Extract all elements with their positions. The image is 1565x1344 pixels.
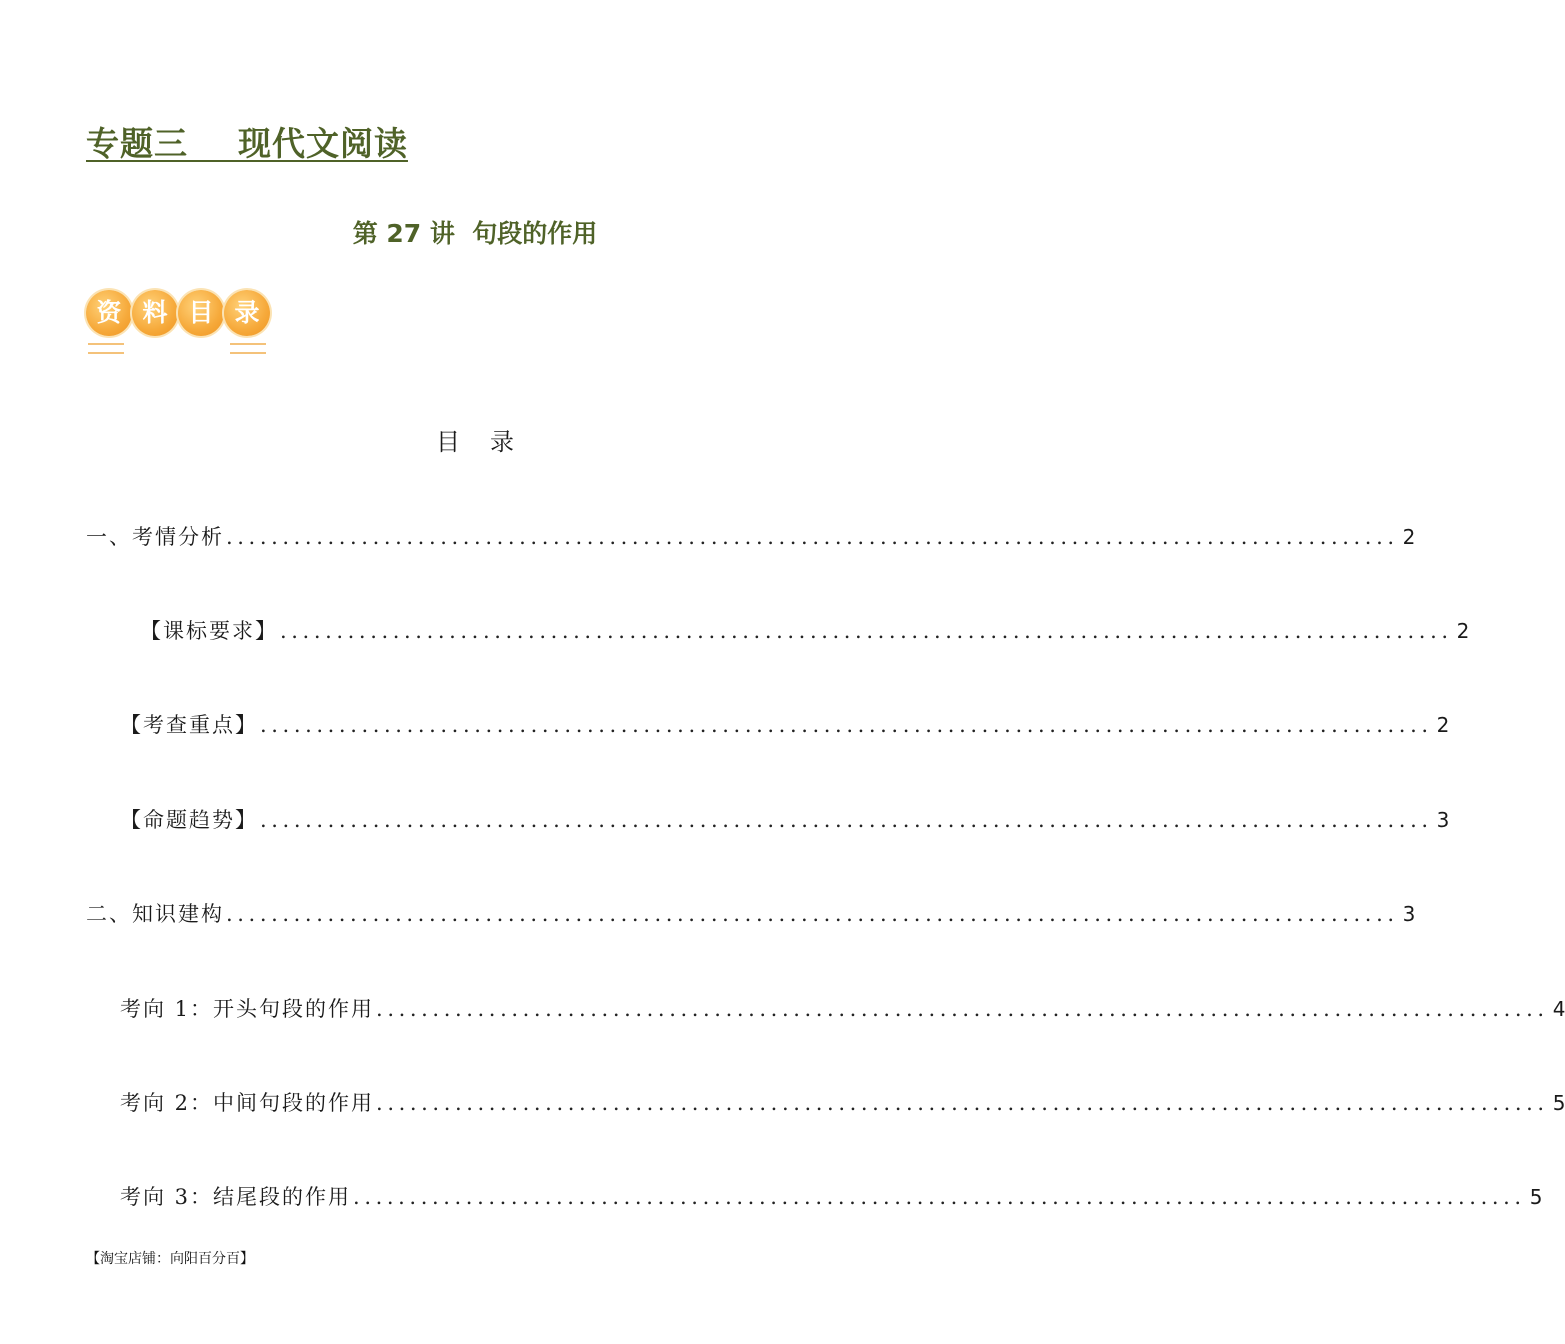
badge-char-3: 目 [178,290,224,336]
toc-entry[interactable] [120,710,1450,740]
toc-entry-label: 二、知识建构 [86,902,224,926]
toc-entry[interactable] [120,805,1450,835]
toc-entry-label: 【课标要求】 [140,619,278,643]
toc-leader-dots: ........................................................................................................ [260,713,1433,737]
resource-catalog-badge [86,290,276,354]
footer-shop-note: 【淘宝店铺：向阳百分百】 [86,1251,254,1267]
toc-entry-page: 5 [1552,1091,1565,1115]
badge-char-4: 录 [224,290,270,336]
badge-decor-lines-right [230,343,266,354]
toc-entry-page: 4 [1552,997,1565,1021]
toc-entry-page: 5 [1529,1185,1543,1209]
toc-entry-page: 2 [1402,525,1416,549]
toc-entry-page: 2 [1456,619,1470,643]
toc-entry[interactable] [86,899,1416,929]
toc-leader-dots: ........................................................................................................ [226,902,1399,926]
toc-leader-dots: ........................................................................................................ [353,1185,1526,1209]
toc-entry[interactable] [120,994,1565,1024]
toc-entry-label: 考向 3：结尾段的作用 [120,1185,352,1209]
toc-entry[interactable] [86,522,1416,552]
toc-leader-dots: ........................................................................................................ [226,525,1399,549]
toc-entry[interactable] [120,1182,1543,1212]
lecture-title: 第 27 讲 句段的作用 [352,219,598,248]
toc-leader-dots: ........................................................................................................ [376,1091,1549,1115]
badge-char-2: 料 [132,290,178,336]
badge-char-1: 资 [86,290,132,336]
badge-decor-lines-left [88,343,124,354]
topic-title: 专题三 现代文阅读 [86,124,408,163]
toc-entry-label: 【命题趋势】 [120,808,258,832]
toc-entry-label: 考向 1：开头句段的作用 [120,997,375,1021]
toc-leader-dots: ........................................................................................................ [260,808,1433,832]
toc-entry-label: 一、考情分析 [86,525,224,549]
toc-entry[interactable] [140,616,1470,646]
toc-entry-page: 2 [1436,713,1450,737]
toc-leader-dots: ........................................................................................................ [376,997,1549,1021]
toc-entry-page: 3 [1402,902,1416,926]
toc-entry-label: 考向 2：中间句段的作用 [120,1091,375,1115]
toc-heading: 目录 [436,428,544,456]
toc-entry-label: 【考查重点】 [120,713,258,737]
toc-entry-page: 3 [1436,808,1450,832]
toc-entry[interactable] [120,1088,1565,1118]
toc-leader-dots: ........................................................................................................ [280,619,1453,643]
